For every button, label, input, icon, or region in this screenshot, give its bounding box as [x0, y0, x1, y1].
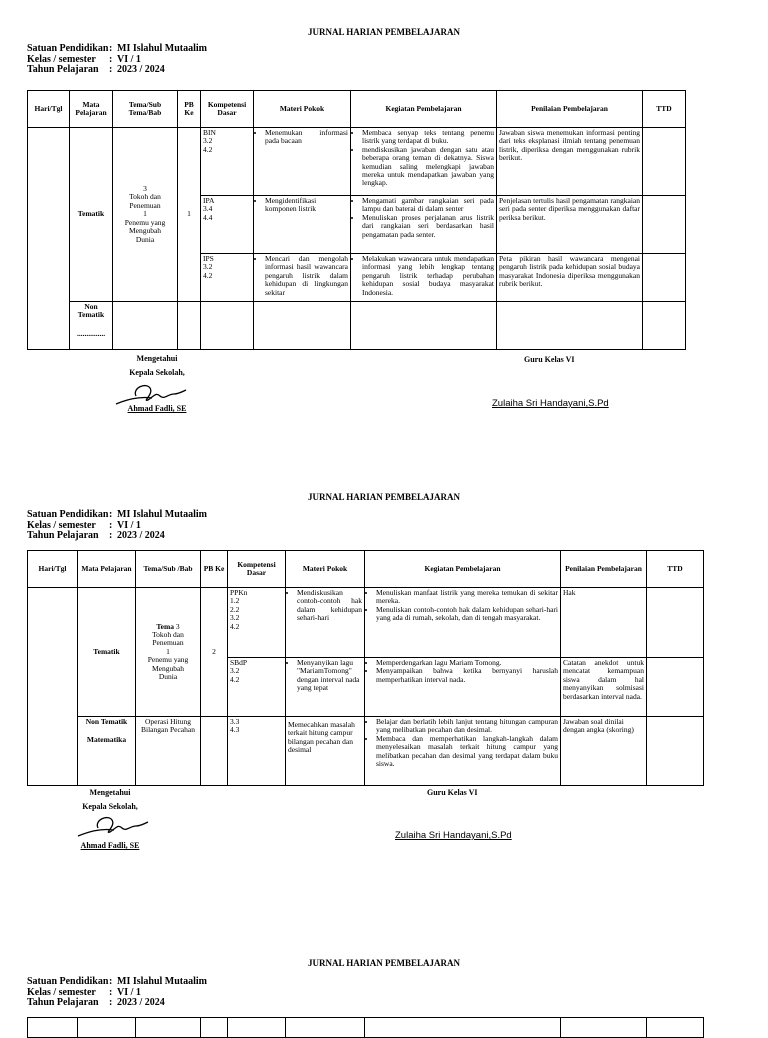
kd-cell: SBdP 3.2 4.2 — [228, 658, 286, 717]
ttd-cell — [647, 588, 704, 658]
satuan-label: Satuan Pendidikan — [27, 43, 109, 54]
col-materi: Materi Pokok — [254, 91, 351, 128]
kd-cell: IPA 3.4 4.4 — [201, 196, 254, 254]
col-mapel: Mata Pelajaran — [70, 91, 113, 128]
ttd-cell — [643, 128, 686, 196]
kepsek-name: Ahmad Fadli, SE — [127, 404, 187, 413]
table-header-row — [28, 1018, 704, 1038]
signature-icon — [74, 810, 154, 842]
school-info-3: Satuan Pendidikan : MI Islahul Mutaalim Kelas / semester : VI / 1 Tahun Pelajaran : 2023 / 2024 — [27, 976, 208, 1008]
ttd-cell — [643, 254, 686, 302]
tema-cell: 3 Tokoh dan Penemuan 1 Penemu yang Mengubah Dunia — [113, 128, 178, 302]
guru-name: Zulaiha Sri Handayani,S.Pd — [492, 398, 609, 409]
penilaian-cell: Jawaban siswa menemukan informasi penting dari teks eksplanasi ilmiah tentang penemuan listrik, diperiksa dengan menggunakan rubrik berikut. — [497, 128, 643, 196]
col-kd: Kompetensi Dasar — [201, 91, 254, 128]
page-title-3: JURNAL HARIAN PEMBELAJARAN — [307, 958, 460, 968]
kegiatan-cell: • Mengamati gambar rangkaian seri pada lampu dan baterai di dalam senter • Menuliskan proses perjalanan arus listrik dari rangkaian seri berdasarkan hasil pengamatan pada senter. — [351, 196, 497, 254]
penilaian-cell: Hak — [561, 588, 647, 658]
tema-cell: Operasi Hitung Bilangan Pecahan — [136, 717, 201, 786]
col-tema: Tema/Sub Tema/Bab — [113, 91, 178, 128]
materi-cell: • Mendiskusikan contoh-contoh hak dalam kehidupan sehari-hari — [286, 588, 365, 658]
journal-table-1 — [27, 90, 686, 350]
hari-cell — [28, 128, 70, 350]
journal-table-3 — [27, 1017, 704, 1038]
table-header-row — [28, 91, 686, 128]
table-row — [28, 588, 704, 658]
kd-cell: 3.3 4.3 — [228, 717, 286, 786]
table-row — [28, 302, 686, 350]
materi-cell: • Mencari dan mengolah informasi hasil wawancara pengaruh listrik dalam kehidupan di lingkungan sekitar — [254, 254, 351, 302]
tahun-value: 2023 / 2024 — [117, 64, 165, 75]
journal-table-2 — [27, 550, 704, 786]
kegiatan-cell: • Membaca senyap teks tentang penemu listrik yang terdapat di buku. • mendiskusikan jawaban dengan satu atau beberapa orang teman di dekatnya. Siswa kemudian saling melengkapi jawaban mereka untuk mendapatkan jawaban yang lengkap. — [351, 128, 497, 196]
penilaian-cell: Peta pikiran hasil wawancara mengenai pengaruh listrik pada kehidupan sosial budaya masyarakat Indonesia diperiksa menggunakan rubrik berikut. — [497, 254, 643, 302]
penilaian-cell: Catatan anekdot untuk mencatat kemampuan siswa dalam hal menyanyikan solmisasi berdasarkan interval nada. — [561, 658, 647, 717]
guru-label: Guru Kelas VI — [524, 355, 575, 364]
kelas-value: VI / 1 — [117, 53, 141, 65]
school-info-1: Satuan Pendidikan : MI Islahul Mutaalim Kelas / semester : VI / 1 Tahun Pelajaran : 2023 / 2024 — [27, 43, 208, 75]
satuan-value: MI Islahul Mutaalim — [117, 43, 208, 54]
kepsek-block-2: Mengetahui Kepala Sekolah, — [82, 788, 138, 811]
penilaian-cell: Penjelasan tertulis hasil pengamatan rangkaian seri pada senter diperiksa menggunakan daftar periksa berikut. — [497, 196, 643, 254]
page-title-2: JURNAL HARIAN PEMBELAJARAN — [307, 492, 460, 502]
penilaian-cell: Jawaban soal dinilai dengan angka (skoring) — [561, 717, 647, 786]
kd-cell: PPKn 1.2 2.2 3.2 4.2 — [228, 588, 286, 658]
col-pb: PB Ke — [178, 91, 201, 128]
kepsek-block-1 — [105, 352, 209, 380]
mengetahui-label: Mengetahui — [136, 354, 178, 363]
kegiatan-cell: • Melakukan wawancara untuk mendapatkan informasi yang lebih lengkap tentang pengaruh listrik terhadap perubahan kehidupan sosial budaya masyarakat Indonesia. — [351, 254, 497, 302]
non-tematik-cell: Non Tematik Matematika — [78, 717, 136, 786]
kegiatan-cell: • Menuliskan manfaat listrik yang mereka temukan di sekitar mereka. • Menuliskan contoh-contoh hak dalam kehidupan sehari-hari yang ada di rumah, sekolah, dan di tengah masyarakat. — [365, 588, 561, 658]
non-tematik-cell: Non Tematik ............... — [70, 302, 113, 350]
kepala-label: Kepala Sekolah, — [129, 368, 185, 377]
col-hari: Hari/Tgl — [28, 91, 70, 128]
pb-cell: 2 — [201, 588, 228, 717]
materi-cell: • Menyanyikan lagu "MariamTomong" dengan interval nada yang tepat — [286, 658, 365, 717]
kepsek-name: Ahmad Fadli, SE — [80, 841, 140, 850]
mapel-cell: Tematik — [70, 128, 113, 302]
tema-cell: Tema 3 Tokoh dan Penemuan 1 Penemu yang Mengubah Dunia — [136, 588, 201, 717]
kd-cell: BIN 3.2 4.2 — [201, 128, 254, 196]
kelas-label: Kelas / semester — [27, 53, 96, 65]
page-title-1: JURNAL HARIAN PEMBELAJARAN — [307, 27, 460, 37]
ttd-cell — [643, 196, 686, 254]
materi-cell: • Menemukan informasi pada bacaan — [254, 128, 351, 196]
kd-cell: IPS 3.2 4.2 — [201, 254, 254, 302]
hari-cell — [28, 588, 78, 786]
table-row — [28, 128, 686, 196]
materi-cell: • Mengidentifikasi komponen listrik — [254, 196, 351, 254]
tahun-label: Tahun Pelajaran — [27, 64, 99, 75]
school-info-2: Satuan Pendidikan : MI Islahul Mutaalim Kelas / semester : VI / 1 Tahun Pelajaran : 2023 / 2024 — [27, 509, 208, 541]
table-row — [28, 717, 704, 786]
ttd-cell — [647, 717, 704, 786]
ttd-cell — [647, 658, 704, 717]
col-penilaian: Penilaian Pembelajaran — [497, 91, 643, 128]
kegiatan-cell: • Belajar dan berlatih lebih lanjut tentang hitungan campuran yang melibatkan pecahan dan desimal. • Membaca dan memperhatikan langkah-langkah dalam menyelesaikan masalah terkait hitung campur yang melibatkan pecahan dan desimal yang terdapat dalam buku siswa. — [365, 717, 561, 786]
col-ttd: TTD — [643, 91, 686, 128]
mapel-cell: Tematik — [78, 588, 136, 717]
pb-cell: 1 — [178, 128, 201, 302]
col-kegiatan: Kegiatan Pembelajaran — [351, 91, 497, 128]
kegiatan-cell: • Memperdengarkan lagu Mariam Tomong. • Menyampaikan bahwa ketika bernyanyi haruslah memperhatikan interval nada. — [365, 658, 561, 717]
materi-cell: Memecahkan masalah terkait hitung campur bilangan pecahan dan desimal — [286, 717, 365, 786]
table-header-row: Hari/Tgl Mata Pelajaran Tema/Sub /Bab PB Ke Kompetensi Dasar Materi Pokok Kegiatan Pembelajaran Penilaian Pembelajaran TTD — [28, 551, 704, 588]
